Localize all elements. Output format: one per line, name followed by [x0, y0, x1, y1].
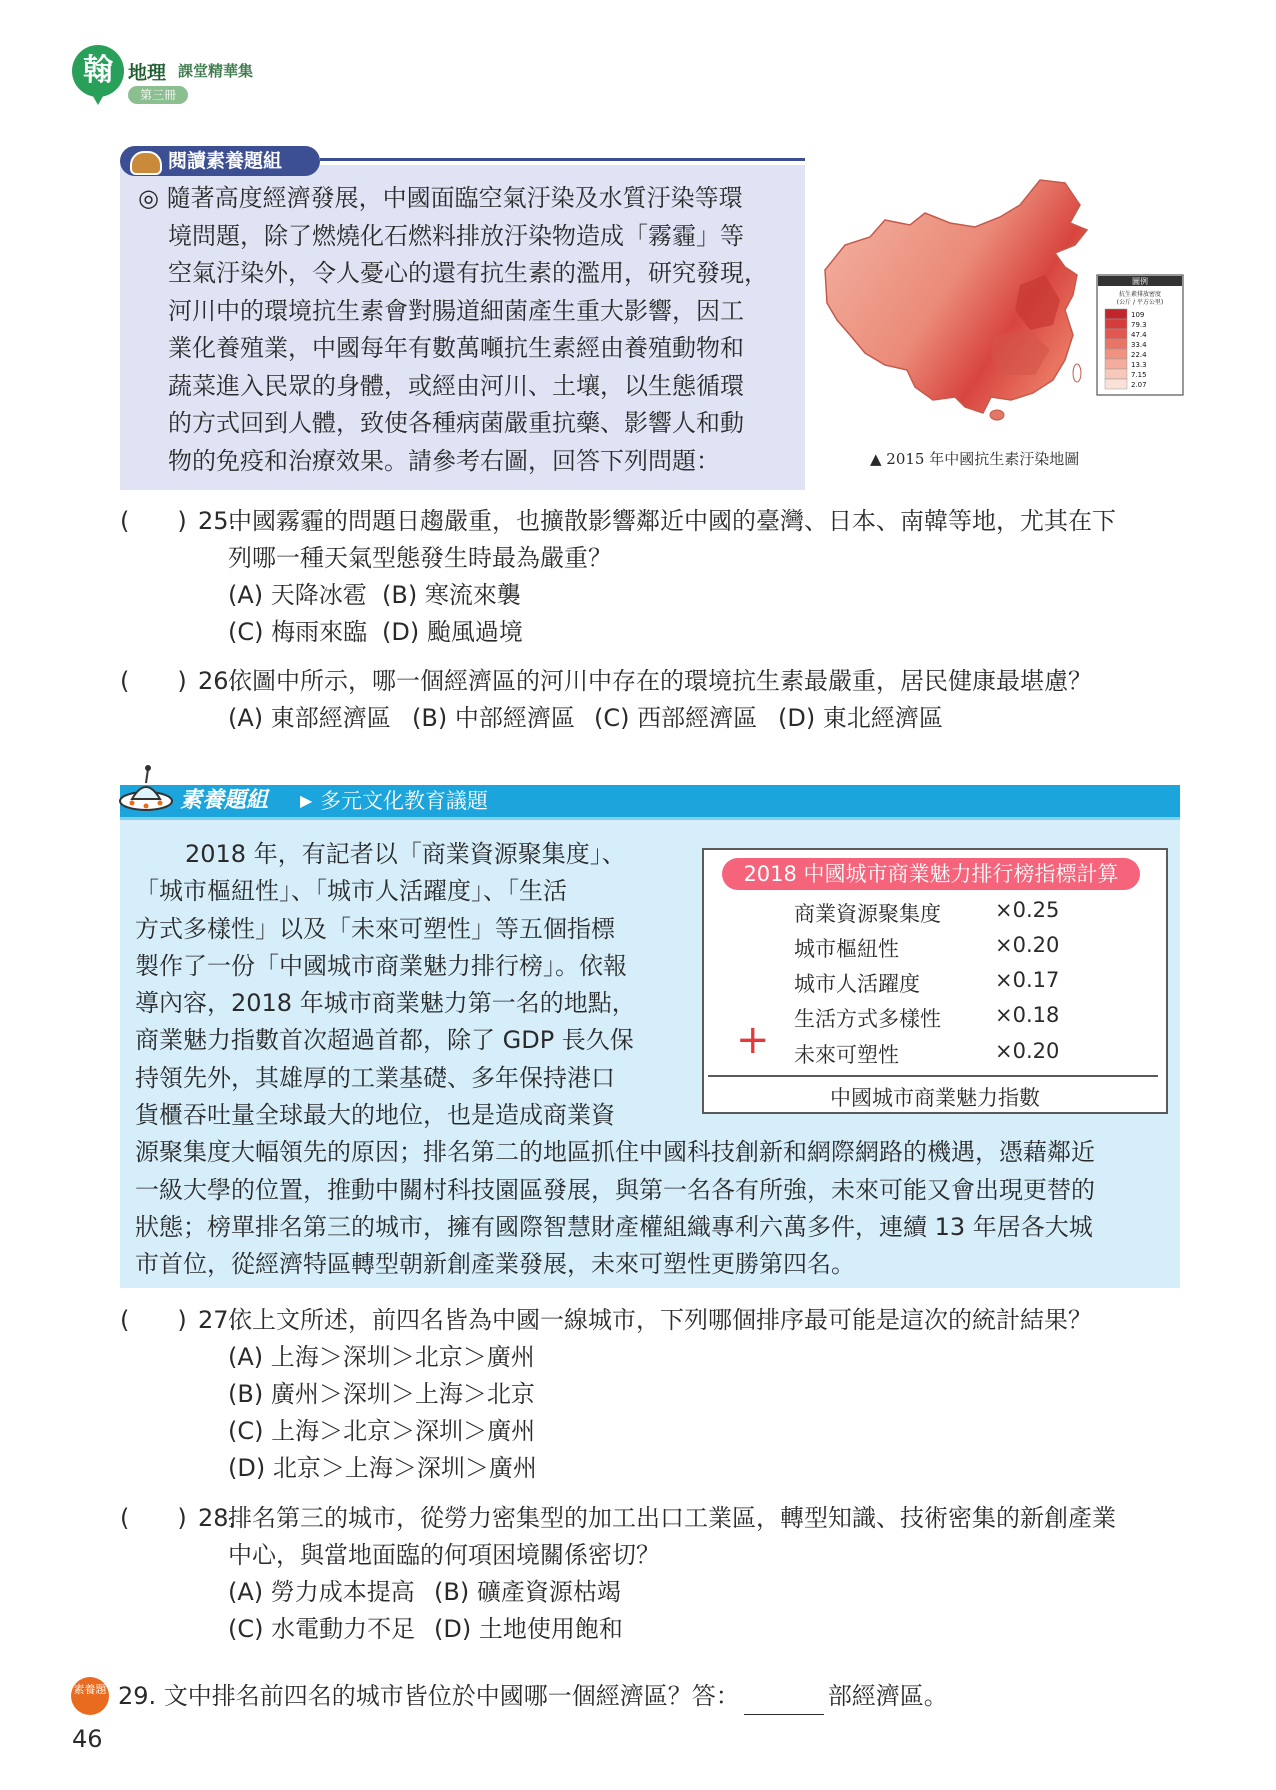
option-a[interactable]: (A) 天降冰雹: [228, 581, 367, 609]
question-number: 25.: [198, 507, 237, 535]
option-b[interactable]: (B) 廣州＞深圳＞上海＞北京: [228, 1380, 535, 1408]
stem-line: 中心，與當地面臨的何項困境關係密切？: [228, 1541, 660, 1569]
hainan-island: [990, 410, 1004, 420]
passage-line: 2018 年，有記者以「商業資源聚集度」、: [185, 840, 626, 868]
option-b[interactable]: (B) 礦產資源枯竭: [434, 1578, 621, 1606]
option-b[interactable]: (B) 中部經濟區: [412, 704, 575, 732]
option-c[interactable]: (C) 梅雨來臨: [228, 618, 368, 646]
legend-swatch: [1105, 379, 1127, 389]
hat-icon: [130, 151, 162, 175]
literacy-section-title: 素養題組: [180, 788, 269, 813]
passage-line: 源聚集度大幅領先的原因；排名第二的地區抓住中國科技創新和網際網路的機遇，憑藉鄰近: [135, 1138, 1095, 1167]
index-weight: ×0.17: [995, 968, 1060, 992]
sum-line: [708, 1075, 1158, 1077]
index-indicator: 未來可塑性: [794, 1043, 899, 1067]
index-weight: ×0.20: [995, 1039, 1060, 1063]
question-number: 26.: [198, 667, 237, 695]
page-number: 46: [72, 1725, 103, 1753]
passage-line: 的方式回到人體，致使各種病菌嚴重抗藥、影響人和動: [168, 409, 744, 437]
china-antibiotic-pollution-map: [815, 175, 1185, 475]
literacy-question-badge: 素養題: [71, 1677, 109, 1715]
reading-passage: [138, 180, 788, 480]
stem-line: 中國霧霾的問題日趨嚴重，也擴散影響鄰近中國的臺灣、日本、南韓等地，尤其在下: [228, 507, 1116, 535]
passage-line: 空氣汙染外，令人憂心的還有抗生素的濫用，研究發現，: [168, 259, 768, 287]
index-weight: ×0.18: [995, 1003, 1060, 1027]
answer-bracket[interactable]: ( ): [120, 507, 187, 535]
option-a[interactable]: (A) 上海＞深圳＞北京＞廣州: [228, 1343, 535, 1371]
legend-value: 2.07: [1131, 381, 1147, 389]
index-indicator: 生活方式多樣性: [794, 1007, 941, 1031]
reading-section-title: 閱讀素養題組: [168, 150, 283, 172]
question-stem: 文中排名前四名的城市皆位於中國哪一個經濟區？答：: [163, 1682, 740, 1710]
answer-bracket[interactable]: ( ): [120, 667, 187, 695]
stem-line: 列哪一種天氣型態發生時最為嚴重？: [228, 544, 612, 572]
index-weight: ×0.25: [995, 898, 1060, 922]
option-b[interactable]: (B) 寒流來襲: [382, 581, 521, 609]
taiwan-island: [1073, 364, 1081, 382]
index-table-title: 2018 中國城市商業魅力排行榜指標計算: [722, 858, 1140, 890]
option-c[interactable]: (C) 西部經濟區: [594, 704, 758, 732]
book-subject: 地理: [128, 62, 167, 84]
option-d[interactable]: (D) 土地使用飽和: [434, 1615, 623, 1643]
passage-line: 狀態；榜單排名第三的城市，擁有國際智慧財產權組織專利六萬多件，連續 13 年居各大城: [135, 1212, 1093, 1241]
question-29: [118, 1678, 948, 1715]
passage-line: 商業魅力指數首次超過首都，除了 GDP 長久保: [135, 1026, 634, 1055]
legend-value: 7.15: [1131, 371, 1147, 379]
section-rule: [320, 158, 805, 161]
reading-section-tab: [120, 146, 320, 176]
passage-line: 一級大學的位置，推動中關村科技園區發展，與第一名各有所強，未來可能又會出現更替的: [135, 1175, 1095, 1204]
legend-title: 圖例: [1132, 277, 1148, 286]
option-d[interactable]: (D) 東北經濟區: [778, 704, 943, 732]
triangle-right-icon: ▶: [300, 791, 313, 810]
legend-value: 47.4: [1131, 331, 1147, 339]
passage-line: ◎ 隨著高度經濟發展，中國面臨空氣汙染及水質汙染等環: [138, 184, 743, 212]
question-stem: [228, 503, 1276, 577]
answer-bracket[interactable]: ( ): [120, 1504, 187, 1532]
publisher-logo: 翰: [72, 45, 124, 97]
index-total-label: 中國城市商業魅力指數: [830, 1086, 1040, 1110]
legend-value: 109: [1131, 311, 1145, 319]
legend-unit: (公斤 / 平方公里): [1116, 299, 1164, 306]
question-stem: [228, 1500, 1276, 1574]
index-indicator: 城市樞紐性: [794, 937, 899, 961]
passage-line: 導內容，2018 年城市商業魅力第一名的地點，: [135, 989, 636, 1018]
option-c[interactable]: (C) 水電動力不足: [228, 1615, 416, 1643]
plus-sign: +: [736, 1017, 770, 1063]
question-stem: 依圖中所示，哪一個經濟區的河川中存在的環境抗生素最嚴重，居民健康最堪慮？: [228, 667, 1092, 695]
legend-swatch: [1105, 359, 1127, 369]
ufo-icon: [118, 763, 176, 821]
option-d[interactable]: (D) 颱風過境: [382, 618, 523, 646]
passage-line: 方式多樣性」以及「未來可塑性」等五個指標: [135, 914, 615, 943]
legend-subtitle: 抗生素排放密度: [1118, 291, 1162, 298]
passage-line: 境問題，除了燃燒化石燃料排放汙染物造成「霧霾」等: [168, 221, 744, 250]
passage-line: 製作了一份「中國城市商業魅力排行榜」。依報: [135, 951, 627, 980]
legend-swatch: [1105, 319, 1127, 329]
legend-value: 33.4: [1131, 341, 1147, 349]
legend-swatch: [1105, 329, 1127, 339]
legend-value: 13.3: [1131, 361, 1147, 369]
legend-swatch: [1105, 309, 1127, 319]
legend-swatch: [1105, 349, 1127, 359]
question-number: 27.: [198, 1306, 237, 1334]
literacy-section-topic: 多元文化教育議題: [320, 789, 488, 813]
passage-line: 業化養殖業，中國每年有數萬噸抗生素經由養殖動物和: [168, 334, 744, 362]
passage-line: 物的免疫和治療效果。請參考右圖，回答下列問題：: [168, 446, 720, 475]
option-d[interactable]: (D) 北京＞上海＞深圳＞廣州: [228, 1454, 537, 1482]
question-number: 28.: [198, 1504, 237, 1532]
legend-swatch: [1105, 369, 1127, 379]
index-weight: ×0.20: [995, 933, 1060, 957]
passage-line: 蔬菜進入民眾的身體，或經由河川、土壤，以生態循環: [168, 371, 744, 400]
passage-line: 貨櫃吞吐量全球最大的地位，也是造成商業資: [135, 1101, 615, 1130]
book-volume: 第三冊: [128, 86, 188, 104]
index-indicator: 城市人活躍度: [794, 972, 920, 996]
passage-line: 持領先外，其雄厚的工業基礎、多年保持港口: [135, 1063, 615, 1092]
answer-bracket[interactable]: ( ): [120, 1306, 187, 1334]
option-a[interactable]: (A) 勞力成本提高: [228, 1578, 415, 1606]
passage-line: 河川中的環境抗生素會對腸道細菌產生重大影響，因工: [168, 296, 744, 325]
legend-value: 79.3: [1131, 321, 1147, 329]
question-stem: 依上文所述，前四名皆為中國一線城市，下列哪個排序最可能是這次的統計結果？: [228, 1306, 1092, 1334]
answer-blank[interactable]: [744, 1688, 824, 1715]
book-series: 課堂精華集: [178, 62, 254, 80]
passage-line: 市首位，從經濟特區轉型朝新創產業發展，未來可塑性更勝第四名。: [135, 1250, 855, 1279]
option-a[interactable]: (A) 東部經濟區: [228, 704, 391, 732]
answer-suffix: 部經濟區。: [827, 1682, 948, 1710]
legend-value: 22.4: [1131, 351, 1147, 359]
passage-line: 「城市樞紐性」、「城市人活躍度」、「生活: [135, 877, 567, 906]
index-indicator: 商業資源聚集度: [794, 902, 941, 926]
question-number: 29.: [118, 1682, 157, 1710]
option-c[interactable]: (C) 上海＞北京＞深圳＞廣州: [228, 1417, 536, 1445]
literacy-section-bar: [120, 785, 1180, 817]
stem-line: 排名第三的城市，從勞力密集型的加工出口工業區，轉型知識、技術密集的新創產業: [228, 1504, 1116, 1532]
map-caption: ▲ 2015 年中國抗生素汙染地圖: [870, 450, 1080, 468]
legend-swatch: [1105, 339, 1127, 349]
